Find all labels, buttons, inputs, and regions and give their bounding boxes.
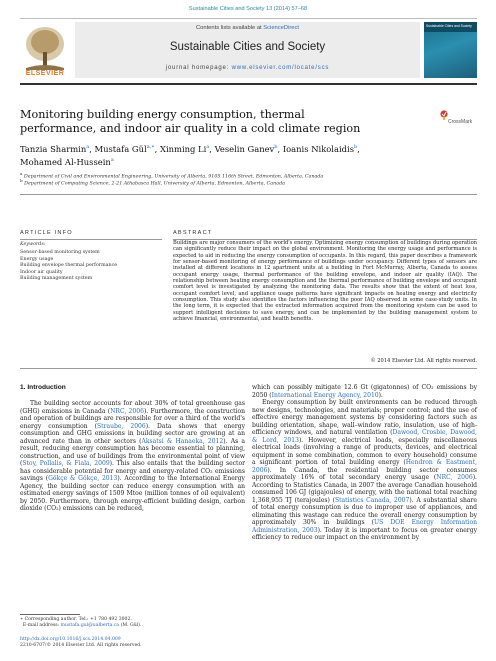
- contents-line: [75, 25, 420, 31]
- citation-link[interactable]: Stoy, Pollalis, & Fiala, 2009: [22, 460, 110, 467]
- citation-link[interactable]: Dawood, Crosbie, Dawood, & Lord, 2013: [252, 429, 477, 444]
- author-email-link[interactable]: mustafa.gul@ualberta.ca: [60, 623, 120, 628]
- body-text: Energy consumption by built environments can be reduced through new designs, technologies, and materials; proper control; and the use of effective energy management systems by considering factors such as building orientation, shape, wall–window ratio, insulation, use of high-efficiency windows, and natural ventilation (: [252, 399, 477, 436]
- body-text: ). Today it is important to focus on greater energy efficiency to reduce our impact on the environment by: [252, 526, 477, 541]
- body-text: ). According to Statistics Canada, in 2007 the average Canadian household consumed 106 GJ (gigajoules) of energy, with the national total reaching 1,368,955 TJ (terajoules) (: [252, 474, 477, 504]
- body-text: ). A substantial share of total energy consumption is due to improper use of appliances, and eliminating this wastage can reduce the overall energy consumption by approximately 30% in buildings (: [252, 496, 477, 526]
- citation-link[interactable]: Aksatsi & Hanaeka, 2012: [141, 437, 224, 445]
- author[interactable]: Tanzia Sharmin$^a$: [20, 143, 90, 154]
- body-text: The building sector accounts for about 30% of total greenhouse gas (GHG) emissions in Canada (: [20, 400, 245, 415]
- affiliation: $^a$ Department of Civil and Environmental Engineering, University of Alberta, 9105 116th Street, Edmonton, Alberta, Canada: [20, 171, 324, 180]
- doi-link[interactable]: http://dx.doi.org/10.1016/j.scs.2014.04.009: [20, 637, 121, 642]
- doi-block: [20, 637, 245, 649]
- paragraph: [20, 400, 245, 513]
- crossmark-label[interactable]: CrossMark: [448, 119, 473, 125]
- author[interactable]: Mustafa Gül$^{a,∗}$: [94, 143, 155, 154]
- citation-link[interactable]: Gökçe & Gökçe, 2013: [48, 475, 118, 482]
- author[interactable]: Ioanis Nikolaidis$^b$: [282, 143, 358, 154]
- abstract-heading: ABSTRACT: [173, 230, 213, 236]
- issn-line: 2210-6707/© 2014 Elsevier Ltd. All rights reserved.: [20, 643, 142, 648]
- citation-link[interactable]: Statistics Canada, 2007: [334, 496, 410, 504]
- author-list: Tanzia Sharmin$^a$, Mustafa Gül$^{a,∗}$, Xinming Li$^a$, Veselin Ganev$^b$, Ioanis Nikolaidis$^b$, Mohamed Al-Hussein$^a$: [20, 143, 360, 167]
- journal-reference[interactable]: Sustainable Cities and Society 13 (2014) 57–68: [188, 6, 308, 12]
- contents-prefix: Contents lists available at: [195, 25, 264, 31]
- body-column-right: [252, 384, 477, 542]
- body-text: ). However, electrical loads, especially miscellaneous electrical loads (involving a range of products, devices, and electrical equipment in some combination, common to every household) consume a significant portion of total building energy (: [252, 436, 477, 466]
- keywords-title: Keywords:: [20, 242, 46, 247]
- keyword: Indoor air quality: [20, 269, 63, 275]
- publisher-name: ELSEVIER: [25, 70, 65, 77]
- journal-title: Sustainable Cities and Society: [169, 41, 326, 53]
- citation-link[interactable]: Straube, 2006: [97, 422, 146, 430]
- citation-link[interactable]: US DOE Energy Information Administration, 2003: [252, 519, 477, 534]
- citation-link[interactable]: Hendron & Eastment, 2006: [252, 459, 477, 474]
- author[interactable]: Xinming Li$^a$: [159, 143, 210, 154]
- body-text: ). Furthermore, the construction and operation of buildings are responsible for over a third of the world's energy consumption (: [20, 407, 245, 430]
- citation-link[interactable]: International Energy Agency, 2010: [271, 391, 379, 399]
- body-text: ). According to the International Energy Agency, the building sector can reduce energy consumption with an estimated energy savings of 1509 Mtoe (million tonnes of oil equivalent) by 2050. Furthermore, through energy-efficient building design, carbon dioxide (CO₂) emissions can be reduced,: [20, 475, 245, 512]
- keyword: Building management system: [20, 276, 93, 281]
- footnote-mark: ∗: [20, 617, 24, 622]
- body-text: ).: [378, 391, 383, 399]
- crossmark-icon[interactable]: [440, 110, 448, 120]
- citation-link[interactable]: NRC, 2006: [110, 407, 144, 415]
- abstract-copyright: © 2014 Elsevier Ltd. All rights reserved.: [370, 358, 477, 364]
- body-text: ). As a result, reducing energy consumption has become essential to planning, construction, and use of buildings from the environmental point of view (: [20, 437, 246, 467]
- article-title: Monitoring building energy consumption, thermal performance, and indoor air quality in a cold climate region: [20, 108, 361, 135]
- section-heading-introduction: 1. Introduction: [20, 384, 66, 391]
- divider: [20, 194, 477, 195]
- keyword: Sensor-based monitoring system: [20, 250, 100, 255]
- citation-link[interactable]: NRC, 2006: [436, 474, 473, 481]
- affiliation: $^b$ Department of Computing Science, 2-21 Athabasca Hall, University of Alberta, Edmonton, Alberta, Canada: [20, 178, 286, 187]
- paragraph: [252, 384, 477, 399]
- abstract-text: Buildings are major consumers of the world's energy. Optimizing energy consumption of buildings during operation can significantly reduce their impact on the global environment. Monitoring the energy usage and performance is expected to aid in reducing the energy consumption of occupants. In this regard, this paper describes a framework for sensor-based monitoring of energy performance of buildings under occupancy. Different types of sensors are installed at different locations in 12 apartment units at a building in Fort McMurray, Alberta, Canada to assess occupant energy usage, thermal performance of the building envelope, and indoor air quality (IAQ). The relationship between heating energy consumption and the thermal performance of building envelope and occupant comfort level is investigated by analyzing the monitoring data. The results show that the extent of heat loss, occupant comfort level, and appliance usage patterns have significant impacts on heating energy and electricity consumption. This study also identifies the factors influencing the poor IAQ observed in some case-study units. In the long term, it is expected that the extracted information acquired from the monitoring system can be used to support intelligent decisions to save energy, and can be implemented by the building management system to achieve financial, environmental, and health benefits.: [173, 240, 477, 323]
- paragraph: [252, 399, 477, 542]
- sciencedirect-link[interactable]: ScienceDirect: [263, 25, 300, 31]
- keyword: Building envelope thermal performance: [20, 263, 118, 268]
- body-text: ). This also entails that the building sector has considerable potential for energy and energy-related CO₂ emissions savings (: [20, 460, 245, 482]
- email-suffix: (M. Gül).: [119, 623, 142, 628]
- divider: [20, 368, 477, 369]
- journal-cover-title: Sustainable Cities and Society: [426, 24, 472, 28]
- journal-homepage: [75, 65, 420, 71]
- homepage-prefix: journal homepage:: [165, 65, 232, 71]
- author[interactable]: Veselin Ganev$^b$: [214, 143, 278, 154]
- body-text: ). In Canada, the residential building sector consumes approximately 16% of total secondary energy usage (: [252, 466, 477, 481]
- footnote-rule: [20, 614, 80, 615]
- body-text: which can possibly mitigate 12.6 Gt (gigatonnes) of CO₂ emissions by 2050 (: [252, 384, 477, 399]
- body-column-left: [20, 400, 245, 513]
- email-label: E-mail address:: [22, 623, 61, 628]
- author[interactable]: Mohamed Al-Hussein$^a$: [20, 156, 114, 167]
- homepage-link[interactable]: www.elsevier.com/locate/scs: [231, 65, 330, 71]
- footnote: [20, 617, 245, 629]
- footnote-text: Corresponding author. Tel.: +1 780 492 3002.: [23, 617, 132, 622]
- body-text: ). Data shows that energy consumption and GHG emissions in building sector are growing at an advanced rate than in other sectors (: [20, 422, 245, 445]
- divider: [20, 239, 162, 240]
- keyword: Energy usage: [20, 256, 54, 262]
- article-info-heading: ARTICLE INFO: [20, 230, 73, 236]
